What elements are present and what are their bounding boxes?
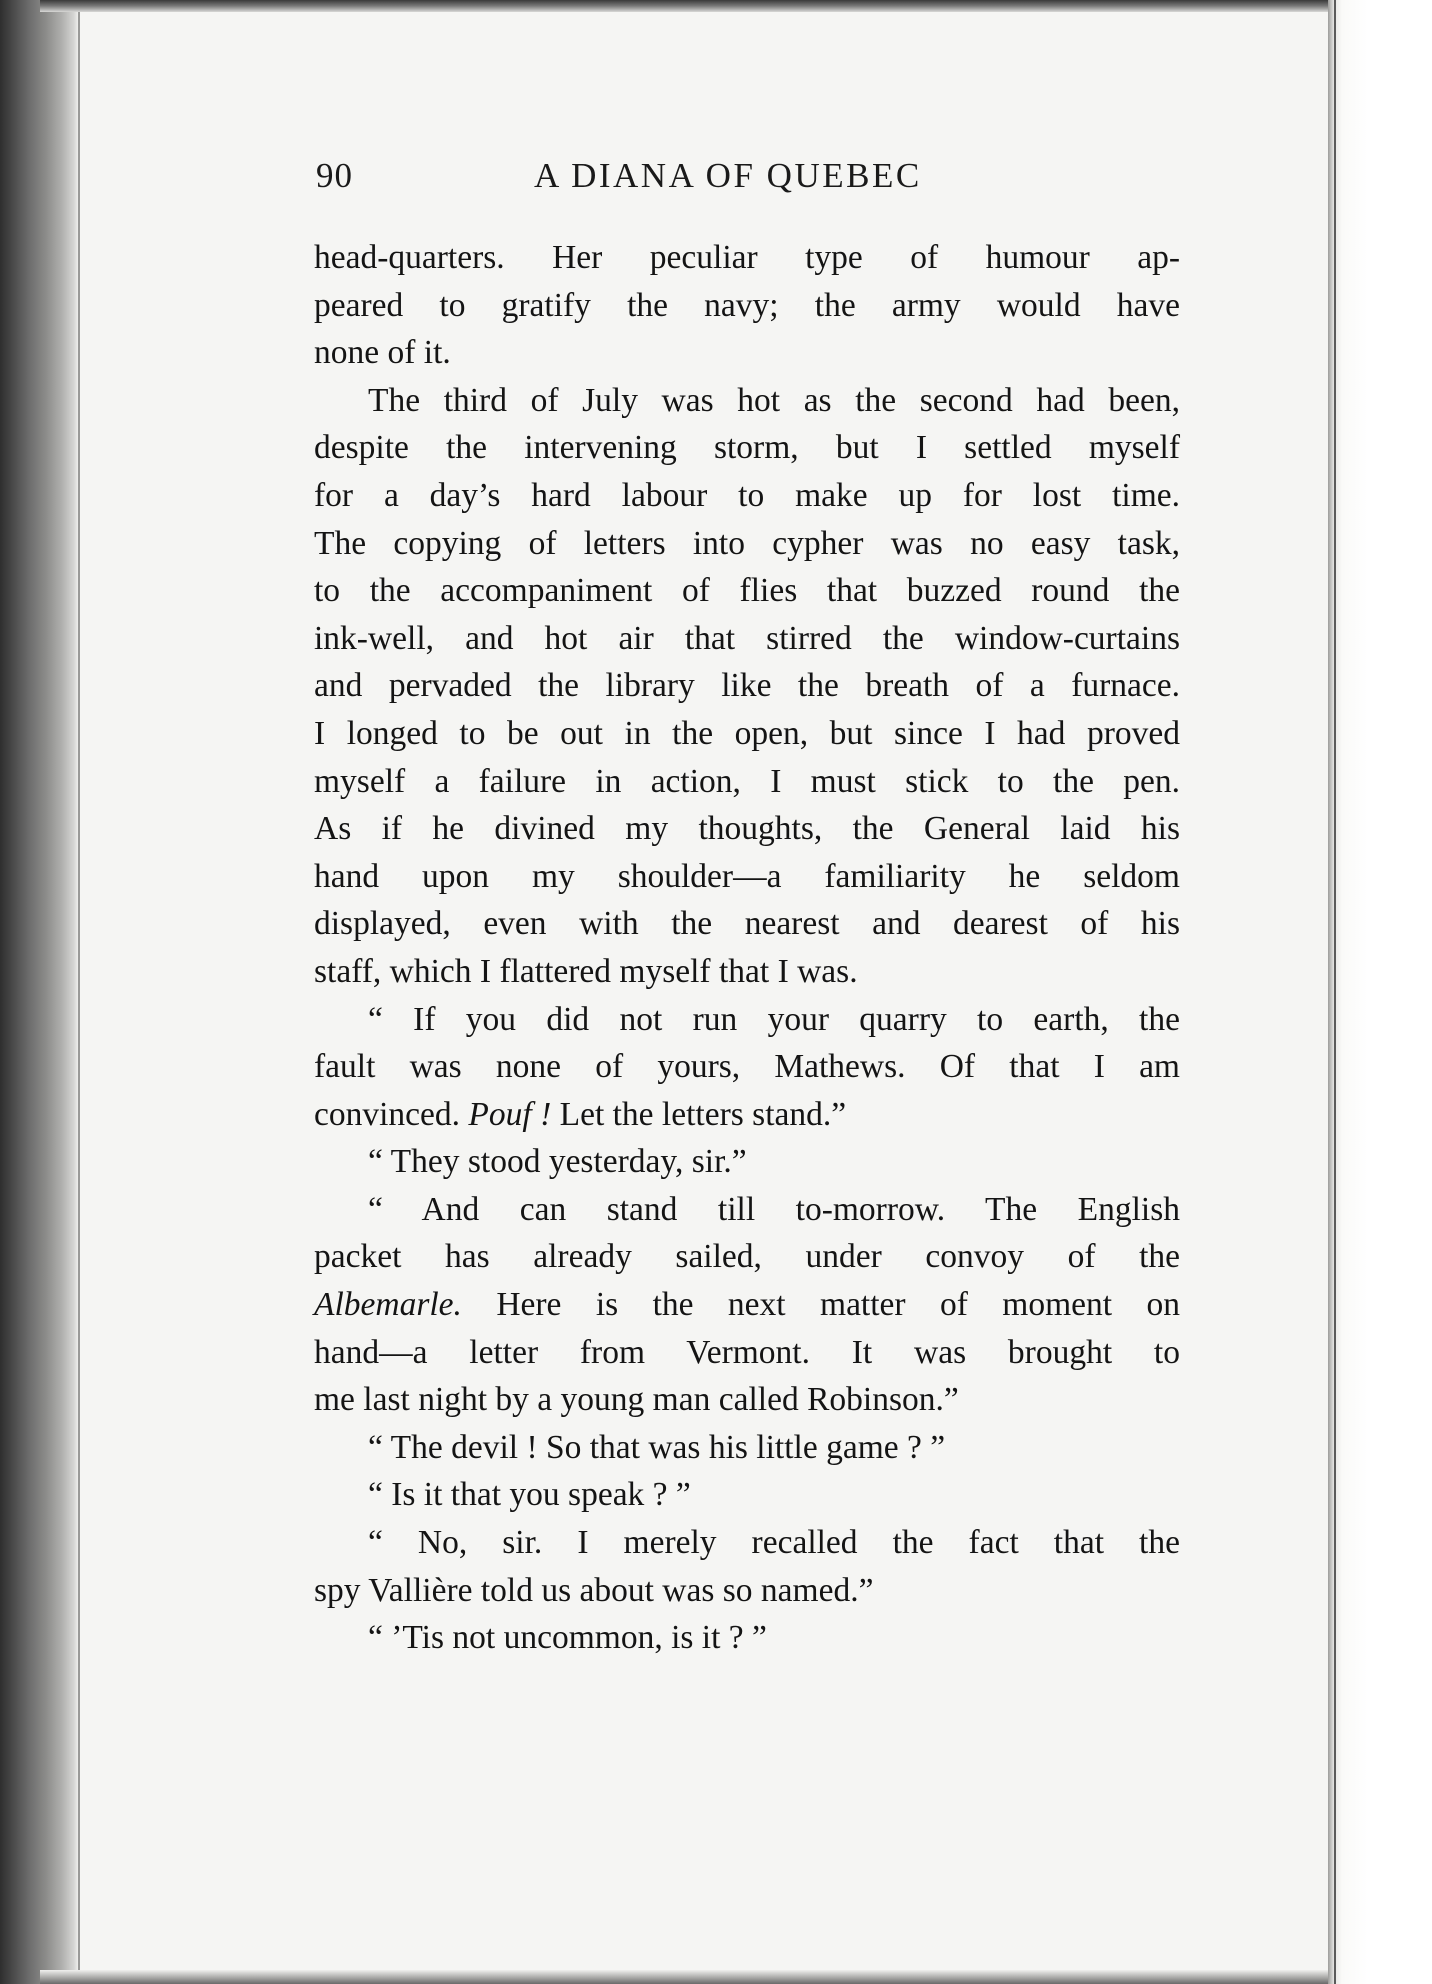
text-line: spy Vallière told us about was so named.” [314, 1571, 874, 1609]
text-line: to the accompaniment of flies that buzzed round the [314, 572, 1180, 610]
text-line: The third of July was hot as the second had been, [368, 381, 1180, 419]
text-line: “ They stood yesterday, sir.” [368, 1143, 747, 1181]
running-title: A DIANA OF QUEBEC [534, 156, 922, 195]
body-text [314, 234, 1180, 1662]
text-segment: Here is the next matter of moment on [461, 1286, 1180, 1324]
text-line: “ No, sir. I merely recalled the fact that the [368, 1524, 1180, 1562]
book-spine-shadow [0, 0, 78, 1984]
top-page-edge [40, 0, 1340, 12]
text-line: fault was none of yours, Mathews. Of that I am [314, 1048, 1180, 1086]
text-segment: convinced. [314, 1095, 469, 1133]
text-segment: Let the letters stand.” [551, 1095, 847, 1133]
text-line: me last night by a young man called Robinson.” [314, 1381, 959, 1419]
italic-text: Albemarle. [314, 1286, 462, 1324]
text-line: peared to gratify the navy; the army would have [314, 286, 1180, 324]
text-line: hand upon my shoulder—a familiarity he seldom [314, 857, 1180, 895]
page-gutter-line [1334, 0, 1336, 1984]
text-line: staff, which I flattered myself that I was. [314, 952, 858, 990]
text-line: The copying of letters into cypher was no easy task, [314, 524, 1180, 562]
text-line: “ ’Tis not uncommon, is it ? ” [368, 1619, 767, 1657]
text-line [314, 1281, 1180, 1329]
text-line: ink-well, and hot air that stirred the window-curtains [314, 619, 1180, 657]
text-line: packet has already sailed, under convoy of the [314, 1238, 1180, 1276]
page-number: 90 [316, 156, 353, 195]
text-line: As if he divined my thoughts, the General laid his [314, 810, 1180, 848]
text-line: “ The devil ! So that was his little game ? ” [368, 1428, 946, 1466]
text-line [314, 1091, 1180, 1139]
text-line: and pervaded the library like the breath of a furnace. [314, 667, 1180, 705]
text-line: I longed to be out in the open, but since I had proved [314, 714, 1180, 752]
italic-text: Pouf ! [468, 1095, 552, 1133]
bottom-page-edge [40, 1970, 1340, 1984]
text-line: myself a failure in action, I must stick to the pen. [314, 762, 1180, 800]
facing-page-edge [1328, 0, 1432, 1984]
text-line: none of it. [314, 334, 451, 372]
text-line: displayed, even with the nearest and dearest of his [314, 905, 1180, 943]
text-line: hand—a letter from Vermont. It was brought to [314, 1333, 1180, 1371]
text-line: head-quarters. Her peculiar type of humour ap- [314, 239, 1180, 276]
text-line: despite the intervening storm, but I settled myself [314, 429, 1180, 467]
text-line: “ Is it that you speak ? ” [368, 1476, 691, 1514]
text-line: for a day’s hard labour to make up for lost time. [314, 476, 1180, 514]
text-line: “ If you did not run your quarry to earth, the [368, 1000, 1180, 1038]
text-line: “ And can stand till to-morrow. The English [368, 1190, 1180, 1228]
running-header [316, 156, 1186, 206]
